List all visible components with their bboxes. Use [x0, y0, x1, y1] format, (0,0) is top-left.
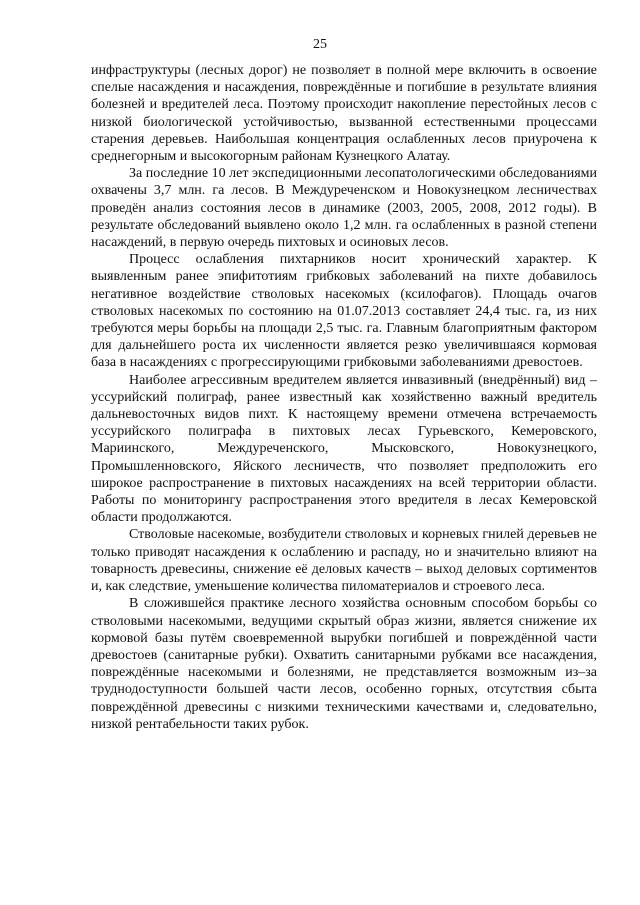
paragraph-continuation: инфраструктуры (лесных дорог) не позволяет в полной мере включить в освоение спелые насаждения и насаждения, повреждённые и погибшие в результате влияния болезней и вредителей леса. Поэтому происходит накопление перестойных лесов с низкой биологической устойчивостью, вызванной естественными процессами старения деревьев. Наибольшая концентрация ослабленных лесов приурочена к среднегорным и высокогорным районам Кузнецкого Алатау.: [91, 63, 597, 165]
paragraph-survey: За последние 10 лет экспедиционными лесопатологическими обследованиями охвачены 3,7 млн. га лесов. В Междуреченском и Новокузнецком лесничествах проведён анализ состояния лесов в динамике (2003, 2005, 2008, 2012 годы). В результате обследований выявлено около 1,2 млн. га ослабленных в разной степени насаждений, в первую очередь пихтовых и осиновых лесов.: [91, 166, 597, 251]
page-number: 25: [313, 37, 327, 52]
paragraph-stem-insects: Стволовые насекомые, возбудители стволовых и корневых гнилей деревьев не только приводят насаждения к ослаблению и распаду, но и значительно влияют на товарность древесины, снижение её деловых качеств – выход деловых сортиментов и, как следствие, уменьшение количества пиломатериалов и строевого леса.: [91, 527, 597, 595]
document-body: [91, 62, 597, 733]
paragraph-fir-weakening: Процесс ослабления пихтарников носит хронический характер. К выявленным ранее эпифитотиям грибковых заболеваний на пихте добавилось негативное воздействие стволовых насекомых (ксилофагов). Площадь очагов стволовых насекомых по состоянию на 01.07.2013 составляет 24,4 тыс. га, из них требуются меры борьбы на площади 2,5 тыс. га. Главным благоприятным фактором для дальнейшего роста их численности является резко увеличившаяся кормовая база в насаждениях с прогрессирующими грибковыми заболеваниями древостоев.: [91, 252, 597, 371]
paragraph-ussuri-polygraph: Наиболее агрессивным вредителем является инвазивный (внедрённый) вид – уссурийский полиграф, ранее известный как хозяйственно важный вредитель дальневосточных видов пихт. К настоящему времени отмечена встречаемость уссурийского полиграфа в пихтовых лесах Гурьевского, Кемеровского, Мариинского, Междуреченского, Мысковского, Новокузнецкого, Промышленновского, Яйского лесничеств, что позволяет предположить его широкое распространение в пихтовых насаждениях на всей территории области. Работы по мониторингу распространения этого вредителя в лесах Кемеровской области продолжаются.: [91, 372, 597, 526]
paragraph-sanitary-felling: В сложившейся практике лесного хозяйства основным способом борьбы со стволовыми насекомыми, ведущими скрытый образ жизни, является снижение их кормовой базы путём своевременной вырубки погибшей и повреждённой части древостоев (санитарные рубки). Охватить санитарными рубками все насаждения, повреждённые насекомыми и болезнями, не представляется возможным из–за труднодоступности большей части лесов, особенно горных, отсутствия сбыта повреждённой древесины с низкими техническими качествами и, следовательно, низкой рентабельности таких рубок.: [91, 596, 597, 732]
